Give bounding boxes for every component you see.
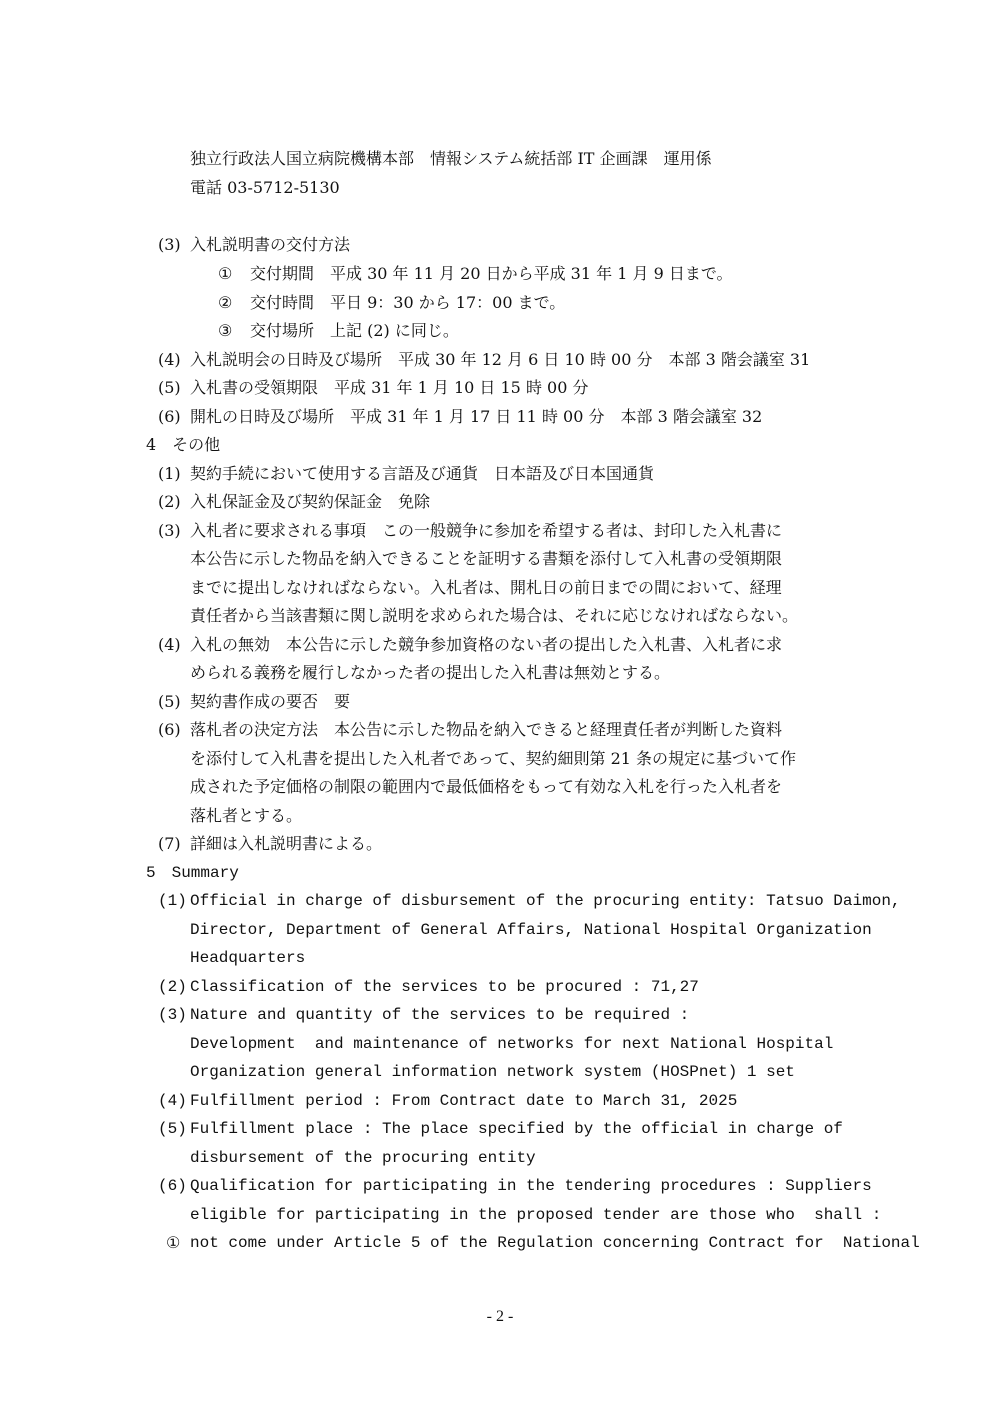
item-text: 落札者の決定方法 本公告に示した物品を納入できると経理責任者が判断した資料 — [190, 720, 783, 739]
page-number: - 2 - — [486, 1308, 514, 1325]
circled-marker: ② — [218, 293, 233, 312]
item-text: Development and maintenance of networks for next National Hospital — [190, 1035, 834, 1053]
item-text: Nature and quantity of the services to be required : — [190, 1006, 690, 1024]
contact-phone: 電話 03-5712-5130 — [190, 178, 340, 197]
item-number: (4) — [158, 350, 181, 369]
item-text: 落札者とする。 — [190, 806, 303, 825]
item-number: (2) — [158, 978, 187, 996]
item-number: (5) — [158, 1120, 187, 1138]
item-text: 入札書の受領期限 平成 31 年 1 月 10 日 15 時 00 分 — [190, 378, 589, 397]
item-text: 入札説明会の日時及び場所 平成 30 年 12 月 6 日 10 時 00 分 本部 3 階会議室 31 — [190, 350, 811, 369]
item-text: 契約手続において使用する言語及び通貨 日本語及び日本国通貨 — [190, 464, 655, 483]
item-text: 契約書作成の要否 要 — [190, 692, 351, 711]
item-number: (3) — [158, 1006, 187, 1024]
item-text: 責任者から当該書類に関し説明を求められた場合は、それに応じなければならない。 — [190, 606, 799, 625]
item-number: (5) — [158, 378, 181, 397]
item-number: (6) — [158, 1177, 187, 1195]
item-number: (6) — [158, 407, 181, 426]
item-number: (3) — [158, 521, 181, 540]
section-heading: 4 その他 — [146, 435, 221, 454]
item-number: (2) — [158, 492, 181, 511]
item-number: (4) — [158, 1092, 187, 1110]
item-title: 入札説明書の交付方法 — [190, 235, 351, 254]
item-text: 本公告に示した物品を納入できることを証明する書類を添付して入札書の受領期限 — [190, 549, 783, 568]
item-number: (7) — [158, 834, 181, 853]
sub-item-text: not come under Article 5 of the Regulation concerning Contract for National — [190, 1234, 920, 1252]
item-text: Official in charge of disbursement of the procuring entity: Tatsuo Daimon, — [190, 892, 901, 910]
item-text: 成された予定価格の制限の範囲内で最低価格をもって有効な入札を行った入札者を — [190, 777, 783, 796]
item-text: を添付して入札書を提出した入札者であって、契約細則第 21 条の規定に基づいて作 — [190, 749, 797, 768]
item-number: (1) — [158, 464, 181, 483]
item-text: eligible for participating in the proposed tender are those who shall : — [190, 1206, 882, 1224]
item-number: (3) — [158, 235, 181, 254]
contact-org: 独立行政法人国立病院機構本部 情報システム統括部 IT 企画課 運用係 — [190, 149, 712, 168]
item-text: められる義務を履行しなかった者の提出した入札書は無効とする。 — [190, 663, 671, 682]
circled-marker: ① — [218, 264, 233, 283]
item-text: 入札の無効 本公告に示した競争参加資格のない者の提出した入札書、入札者に求 — [190, 635, 783, 654]
item-text: までに提出しなければならない。入札者は、開札日の前日までの間において、経理 — [190, 578, 782, 597]
circled-marker: ① — [166, 1233, 181, 1252]
section-heading: 5 Summary — [146, 864, 239, 882]
item-text: 開札の日時及び場所 平成 31 年 1 月 17 日 11 時 00 分 本部 3 階会議室 32 — [190, 407, 763, 426]
item-text: disbursement of the procuring entity — [190, 1149, 536, 1167]
item-number: (6) — [158, 720, 181, 739]
item-text: Fulfillment place : The place specified by the official in charge of — [190, 1120, 843, 1138]
item-text: Organization general information network system (HOSPnet) 1 set — [190, 1063, 795, 1081]
item-number: (5) — [158, 692, 181, 711]
item-text: Qualification for participating in the tendering procedures : Suppliers — [190, 1177, 872, 1195]
item-text: 入札者に要求される事項 この一般競争に参加を希望する者は、封印した入札書に — [190, 521, 783, 540]
item-text: 詳細は入札説明書による。 — [190, 834, 383, 853]
item-text: Fulfillment period : From Contract date to March 31, 2025 — [190, 1092, 738, 1110]
sub-item-text: 交付期間 平成 30 年 11 月 20 日から平成 31 年 1 月 9 日まで。 — [250, 264, 733, 283]
item-text: Classification of the services to be procured : 71,27 — [190, 978, 699, 996]
item-number: (1) — [158, 892, 187, 910]
item-number: (4) — [158, 635, 181, 654]
item-text: Director, Department of General Affairs, National Hospital Organization — [190, 921, 872, 939]
item-text: 入札保証金及び契約保証金 免除 — [190, 492, 431, 511]
circled-marker: ③ — [218, 321, 233, 340]
sub-item-text: 交付時間 平日 9：30 から 17：00 まで。 — [250, 293, 566, 312]
item-text: Headquarters — [190, 949, 306, 967]
sub-item-text: 交付場所 上記 (2) に同じ。 — [250, 321, 459, 340]
